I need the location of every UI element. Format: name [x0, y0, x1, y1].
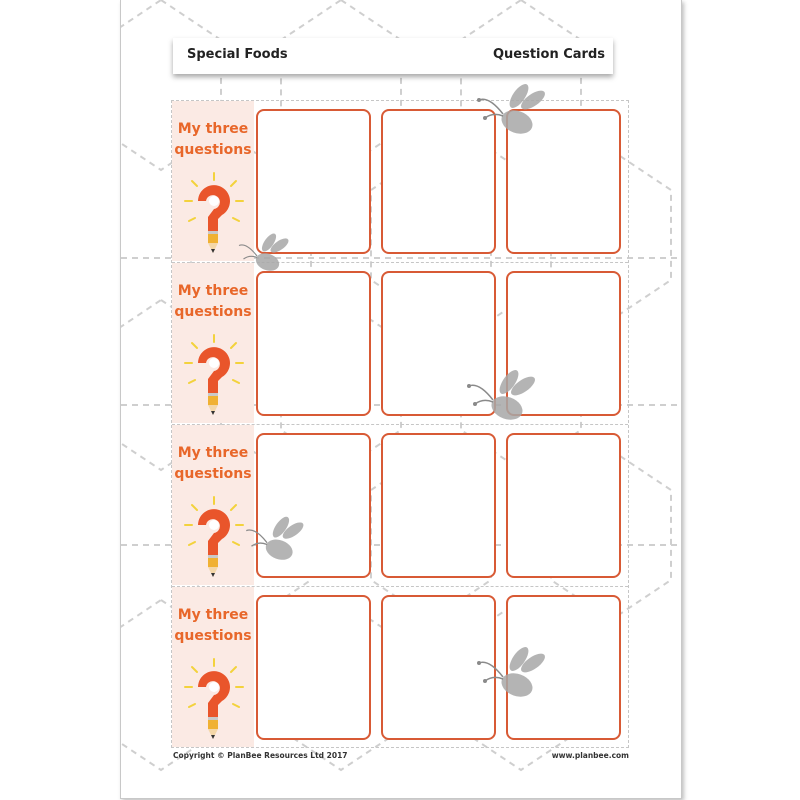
row-label — [172, 119, 254, 161]
row-label-line2: questions — [174, 142, 252, 158]
row-label-line1: My three — [177, 283, 249, 299]
bee-watermark-icon — [471, 82, 551, 142]
row-label-line1: My three — [177, 121, 249, 137]
label-panel — [172, 263, 254, 423]
worksheet-page — [120, 0, 682, 799]
question-box — [256, 271, 371, 416]
website-link[interactable]: www.planbee.com — [551, 751, 629, 760]
question-box — [381, 433, 496, 578]
label-panel — [172, 587, 254, 747]
row-label-line2: questions — [174, 628, 252, 644]
row-label-line2: questions — [174, 304, 252, 320]
row-label-line2: questions — [174, 466, 252, 482]
question-mark-pencil-icon — [184, 333, 244, 419]
question-mark-pencil-icon — [184, 657, 244, 743]
row-label — [172, 443, 254, 485]
bee-watermark-icon — [471, 645, 551, 705]
bee-watermark-icon — [233, 232, 293, 277]
card-row — [172, 587, 628, 747]
row-label — [172, 605, 254, 647]
question-mark-pencil-icon — [184, 495, 244, 581]
question-cards-sheet — [171, 100, 629, 748]
copyright-text: Copyright © PlanBee Resources Ltd 2017 — [173, 751, 348, 760]
card-row — [172, 263, 628, 423]
row-label — [172, 281, 254, 323]
header-bar — [173, 38, 613, 74]
bee-watermark-icon — [461, 368, 541, 428]
question-box — [506, 433, 621, 578]
question-box — [256, 595, 371, 740]
row-label-line1: My three — [177, 445, 249, 461]
worksheet-title: Special Foods — [187, 47, 288, 62]
bee-watermark-icon — [239, 515, 309, 567]
worksheet-subtitle: Question Cards — [492, 47, 605, 62]
row-label-line1: My three — [177, 607, 249, 623]
